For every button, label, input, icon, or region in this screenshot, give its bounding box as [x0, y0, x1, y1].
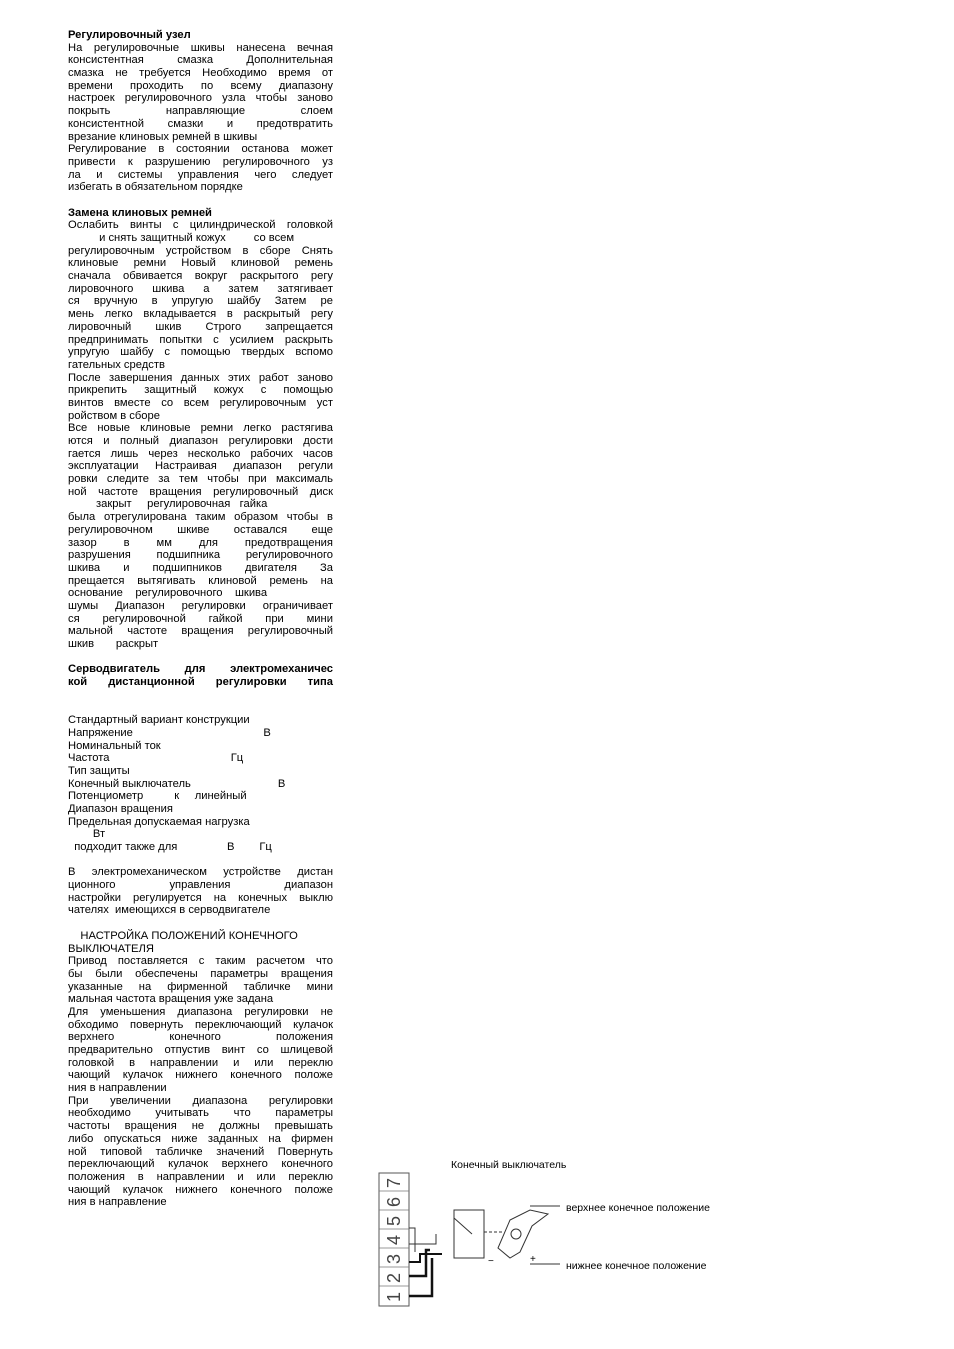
text-line: На регулировочные шкивы нанесена вечная	[68, 41, 333, 54]
cam-shape	[498, 1210, 548, 1258]
terminal-labels	[379, 1178, 409, 1302]
text-line: ционного управления диапазон	[68, 879, 333, 892]
text-line: шкив раскрыт	[68, 638, 159, 650]
blank-line	[68, 917, 333, 930]
text-line: сначала обвивается вокруг раскрытого регу	[68, 270, 333, 283]
text-line: Привод поставляется с таким расчетом что	[68, 955, 333, 968]
text-line: В электромеханическом устройстве дистан	[68, 866, 333, 879]
label-lower-position: нижнее конечное положение	[566, 1260, 707, 1272]
text-line: ния в направление	[68, 1196, 167, 1209]
text-line: ройством в сборе	[68, 409, 160, 422]
terminal-4: 4	[384, 1234, 404, 1245]
text-line: была отрегулирована таким образом чтобы в	[68, 511, 333, 524]
limit-switch-diagram	[370, 1168, 570, 1338]
text-line: гательных средств	[68, 358, 165, 371]
text-line: После завершения данных этих работ заново	[68, 371, 333, 384]
text-line: ной типовой табличке значений Повернуть	[68, 1145, 333, 1158]
text-line: При увеличении диапазона регулировки	[68, 1094, 333, 1107]
terminal-2: 2	[384, 1272, 404, 1283]
sign-plus: +	[530, 1254, 536, 1265]
text-line: указанные на фирменной табличке мини	[68, 980, 333, 993]
text-line: зазор в мм для предотвращения	[68, 536, 333, 549]
blank-line	[68, 689, 333, 702]
text-line: ся вручную в упругую шайбу Затем ре	[68, 295, 333, 308]
text-line: лировочного шкива а затем затягивает	[68, 282, 333, 295]
text-line: Частота Гц	[68, 752, 244, 765]
text-line: шкива и подшипников двигателя За	[68, 561, 333, 574]
text-line: мальная частота вращения уже задана	[68, 993, 274, 1006]
text-line: и снять защитный кожух со всем	[68, 232, 295, 244]
text-line: упругую шайбу с помощью твердых вспомо	[68, 346, 333, 359]
text-line: Стандартный вариант конструкции	[68, 714, 250, 727]
text-line: настроек регулировочного узла чтобы заново	[68, 92, 333, 105]
switch-body	[454, 1210, 484, 1258]
text-line: врезание клиновых ремней в шкивы	[68, 130, 258, 143]
switch-contact	[454, 1218, 472, 1234]
blank-line	[68, 651, 333, 664]
section-heading: Серводвигатель для электромеханичес	[68, 663, 333, 676]
text-line: ла и системы управления чего следует	[68, 168, 333, 181]
sign-minus: −	[488, 1256, 494, 1267]
text-line: времени проходить по всему диапазону	[68, 79, 333, 92]
text-line: Предельная допускаемая нагрузка	[68, 815, 250, 828]
text-line: эксплуатации Настраивая диапазон регули	[68, 460, 333, 473]
text-line: смазка не требуется Необходимо время от	[68, 67, 333, 80]
wire-5	[409, 1228, 415, 1252]
text-line: Номинальный ток	[68, 739, 161, 752]
text-line: Напряжение В	[68, 726, 271, 739]
text-line: подходит также для В Гц	[68, 841, 272, 853]
text-line: верхнего конечного положения	[68, 1031, 333, 1044]
text-line: Вт	[68, 828, 106, 841]
terminal-7: 7	[384, 1177, 404, 1188]
text-line: бы были обеспечены параметры вращения	[68, 967, 333, 980]
text-line: Конечный выключатель В	[68, 777, 286, 790]
terminal-6: 6	[384, 1196, 404, 1207]
text-line: ВЫКЛЮЧАТЕЛЯ	[68, 942, 154, 955]
text-line: прикрепить защитный кожух с помощью	[68, 384, 333, 397]
text-line: частоты вращения не должны превышать	[68, 1120, 333, 1133]
text-line: необходимо учитывать что параметры	[68, 1107, 333, 1120]
text-line: предварительно отпустив винт со шлицевой	[68, 1044, 333, 1056]
text-line: консистентной смазки и предотвратить	[68, 117, 333, 130]
text-line: чающий кулачок нижнего конечного положе	[68, 1183, 333, 1196]
text-line: переключающий кулачок верхнего конечного	[68, 1158, 333, 1171]
text-line: Для уменьшения диапазона регулировки не	[68, 1005, 333, 1018]
terminal-5: 5	[384, 1215, 404, 1226]
text-line: привести к разрушению регулировочного уз	[68, 155, 333, 168]
text-line: избегать в обязательном порядке	[68, 181, 243, 194]
text-line: основание регулировочного шкива	[68, 587, 268, 600]
text-line: шумы Диапазон регулировки ограничивает	[68, 599, 333, 612]
text-line: обходимо повернуть переключающий кулачок	[68, 1018, 333, 1031]
text-line: настройки регулируется на конечных выклю	[68, 891, 333, 904]
text-line: ровки следите за тем чтобы при максималь	[68, 473, 333, 486]
text-line: регулировочным устройством в сборе Снять	[68, 244, 333, 257]
blank-line	[68, 701, 333, 714]
blank-line	[68, 194, 333, 207]
text-line: регулировочном шкиве оставался еще	[68, 523, 333, 536]
text-line: положения в направлении и или переклю	[68, 1170, 333, 1183]
text-line: Потенциометр к линейный	[68, 790, 247, 803]
text-line: Ослабить винты с цилиндрической головкой	[68, 219, 333, 232]
text-line: гается лишь через несколько рабочих часов	[68, 447, 333, 460]
text-line: чающий кулачок нижнего конечного положе	[68, 1069, 333, 1082]
text-line: прещается вытягивать клиновой ремень на	[68, 574, 333, 587]
text-line: ся регулировочной гайкой при мини	[68, 612, 333, 625]
cam-center	[511, 1229, 521, 1239]
text-line: Диапазон вращения	[68, 802, 173, 815]
text-line: головкой в направлении и или переклю	[68, 1056, 333, 1069]
text-column	[68, 29, 333, 1209]
label-upper-position: верхнее конечное положение	[566, 1202, 711, 1214]
text-line: ются и полный диапазон регулировки дости	[68, 435, 333, 447]
wire-4	[409, 1234, 436, 1244]
section-heading: Регулировочный узел	[68, 29, 191, 41]
text-line: ния в направлении	[68, 1082, 167, 1095]
text-line: мальной частоте вращения регулировочный	[68, 625, 333, 638]
figure-title: Конечный выключатель	[451, 1159, 567, 1171]
text-line: лировочный шкив Строго запрещается	[68, 320, 333, 333]
text-line: Регулирование в состоянии останова может	[68, 143, 333, 156]
text-line: Тип защиты	[68, 764, 130, 777]
section-heading: кой дистанционной регулировки типа	[68, 676, 333, 689]
text-line: мень легко вкладывается в раскрытый регу	[68, 308, 333, 321]
section-heading: Замена клиновых ремней	[68, 206, 212, 219]
text-line: предпринимать попытки с усилием раскрыть	[68, 333, 333, 346]
terminal-3: 3	[384, 1253, 404, 1264]
text-line: Все новые клиновые ремни легко растягива	[68, 422, 333, 435]
text-line: покрыть направляющие слоем	[68, 105, 333, 118]
text-line: консистентная смазка Дополнительная	[68, 54, 333, 67]
text-line: чателях имеющихся в серводвигателе	[68, 904, 271, 917]
text-line: либо опускаться ниже заданных на фирмен	[68, 1132, 333, 1145]
text-line: закрыт регулировочная гайка	[68, 498, 268, 511]
text-line: НАСТРОЙКА ПОЛОЖЕНИЙ КОНЕЧНОГО	[68, 929, 298, 942]
blank-line	[68, 854, 333, 867]
text-line: винтов вместе со всем регулировочным уст	[68, 396, 333, 409]
text-line: клиновые ремни Новый клиновой ремень	[68, 257, 333, 270]
text-line: разрушения подшипника регулировочного	[68, 549, 333, 562]
terminal-1: 1	[384, 1291, 404, 1302]
text-line: ной частоте вращения регулировочный диск	[68, 485, 333, 498]
